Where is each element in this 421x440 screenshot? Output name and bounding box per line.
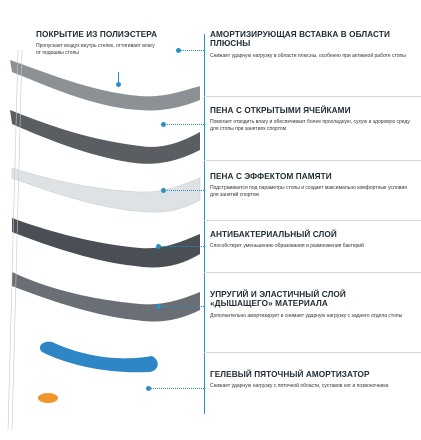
pointer-dot-3 [161,188,166,193]
breathable-layer [12,272,200,322]
separator-5 [204,352,421,353]
layer-3-title: ПЕНА С ЭФФЕКТОМ ПАМЯТИ [210,172,332,181]
pointer-line-2 [165,124,204,125]
pointer-line-6 [150,388,204,389]
layer-block-4 [210,230,410,250]
polyester-cover-desc: Пропускает воздух внутрь стелек, оттягивает влагу от подошвы стопы [36,43,155,56]
separator-4 [204,272,421,273]
separator-1 [204,96,421,97]
layer-1-title: АМОРТИЗИРУЮЩАЯ ВСТАВКА В ОБЛАСТИ ПЛЮСНЫ [210,30,390,49]
right-column-line [204,34,205,414]
polyester-pointer-dot [116,82,121,87]
layer-6-desc: Снижает ударную нагрузку с пяточной области, суставов ног и позвоночника [210,383,389,390]
polyester-cover-layer [10,60,200,111]
layer-4-title: АНТИБАКТЕРИАЛЬНЫЙ СЛОЙ [210,230,337,239]
layer-block-3 [210,172,410,198]
metatarsal-gel-pad [38,393,58,403]
layer-2-desc: Помогает отводить влагу и обеспечивает более прохладную, сухую и здоровую среду для стопы при занятиях спортом [210,119,410,132]
polyester-cover-title: ПОКРЫТИЕ ИЗ ПОЛИЭСТЕРА [36,30,158,39]
open-cell-foam-layer [10,110,200,164]
layer-block-2 [210,106,410,132]
pointer-dot-5 [156,304,161,309]
separator-2 [204,160,421,161]
layer-1-desc: Снижает ударную нагрузку в области плюсны, особенно при активной работе стопы [210,52,406,59]
separator-3 [204,220,421,221]
layer-block-5 [210,290,410,319]
pointer-line-4 [160,246,204,247]
pointer-line-3 [165,190,204,191]
layer-4-desc: Способствует уменьшению образования и размножения бактерий [210,243,364,250]
antibacterial-layer [12,218,200,268]
pointer-line-1 [180,50,204,51]
layer-2-title: ПЕНА С ОТКРЫТЫМИ ЯЧЕЙКАМИ [210,106,351,115]
pointer-dot-4 [156,244,161,249]
polyester-cover-block [36,30,196,56]
layer-3-desc: Подстраивается под параметры стопы и создает максимально комфортные условия для занятий спортом [210,185,407,198]
layer-block-1 [210,30,410,59]
pointer-dot-1 [176,48,181,53]
layer-block-6 [210,370,410,390]
pointer-dot-6 [146,386,151,391]
layer-6-title: ГЕЛЕВЫЙ ПЯТОЧНЫЙ АМОРТИЗАТОР [210,370,370,379]
pointer-line-5 [160,306,204,307]
layer-5-desc: Дополнительно амортизирует и снимает ударную нагрузку с заднего отдела стопы [210,312,403,319]
pointer-dot-2 [161,122,166,127]
gel-heel-insert [40,342,158,373]
layer-5-title: УПРУГИЙ И ЭЛАСТИЧНЫЙ СЛОЙ «ДЫШАЩЕГО» МАТЕРИАЛА [210,290,346,309]
polyester-pointer-line [118,72,119,82]
